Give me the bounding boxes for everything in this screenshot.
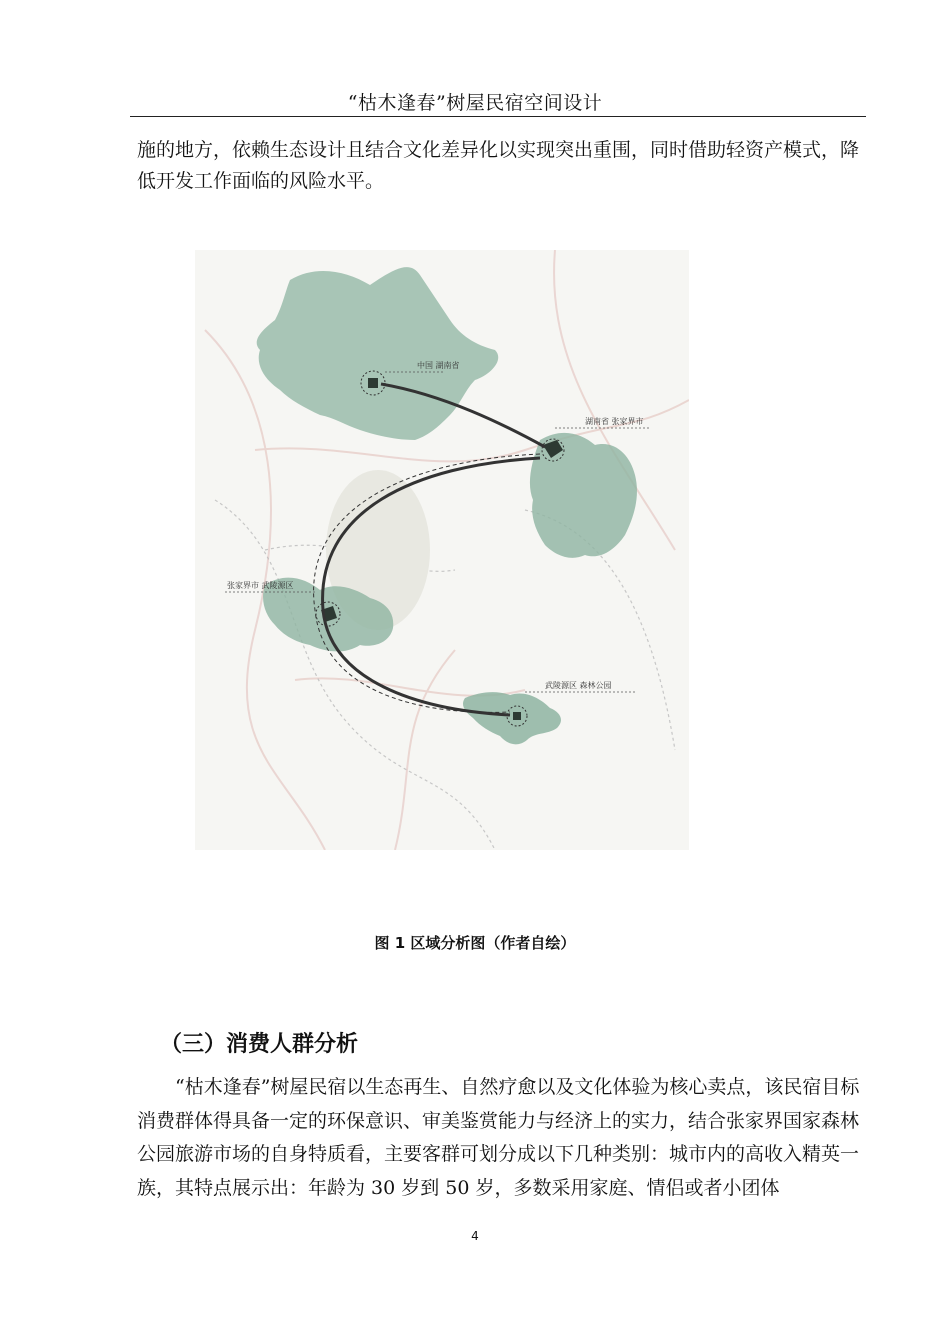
section-heading: （三）消费人群分析 [160, 1032, 359, 1057]
label-zhangjiajie-wulingyuan: 张家界市 武陵源区 [227, 581, 294, 590]
running-header: “枯木逢春”树屋民宿空间设计 [347, 92, 603, 114]
header-rule [130, 116, 866, 117]
page-number: 4 [471, 1229, 479, 1243]
region-analysis-figure [195, 250, 689, 850]
hunan-map-shape [530, 433, 637, 558]
label-forest-park: 武陵源区 森林公园 [545, 681, 612, 690]
body-paragraph-2: “枯木逢春”树屋民宿以生态再生、自然疗愈以及文化体验为核心卖点，该民宿目标消费群体得具备一定的环保意识、审美鉴赏能力与经济上的实力，结合张家界国家森林公园旅游市场的自身特质看，主要客群可划分成以下几种类别：城市内的高收入精英一族，其特点展示出：年龄为 30 岁到 50 岁，多数采用家庭、情侣或者小团体 [137, 1076, 860, 1199]
label-china-hunan: 中国 湖南省 [417, 361, 460, 370]
figure-caption: 图 1 区域分析图（作者自绘） [374, 934, 576, 952]
label-hunan-zhangjiajie: 湖南省 张家界市 [585, 417, 644, 426]
body-paragraph-1: 施的地方，依赖生态设计且结合文化差异化以实现突出重围，同时借助轻资产模式，降低开发工作面临的风险水平。 [137, 139, 860, 192]
